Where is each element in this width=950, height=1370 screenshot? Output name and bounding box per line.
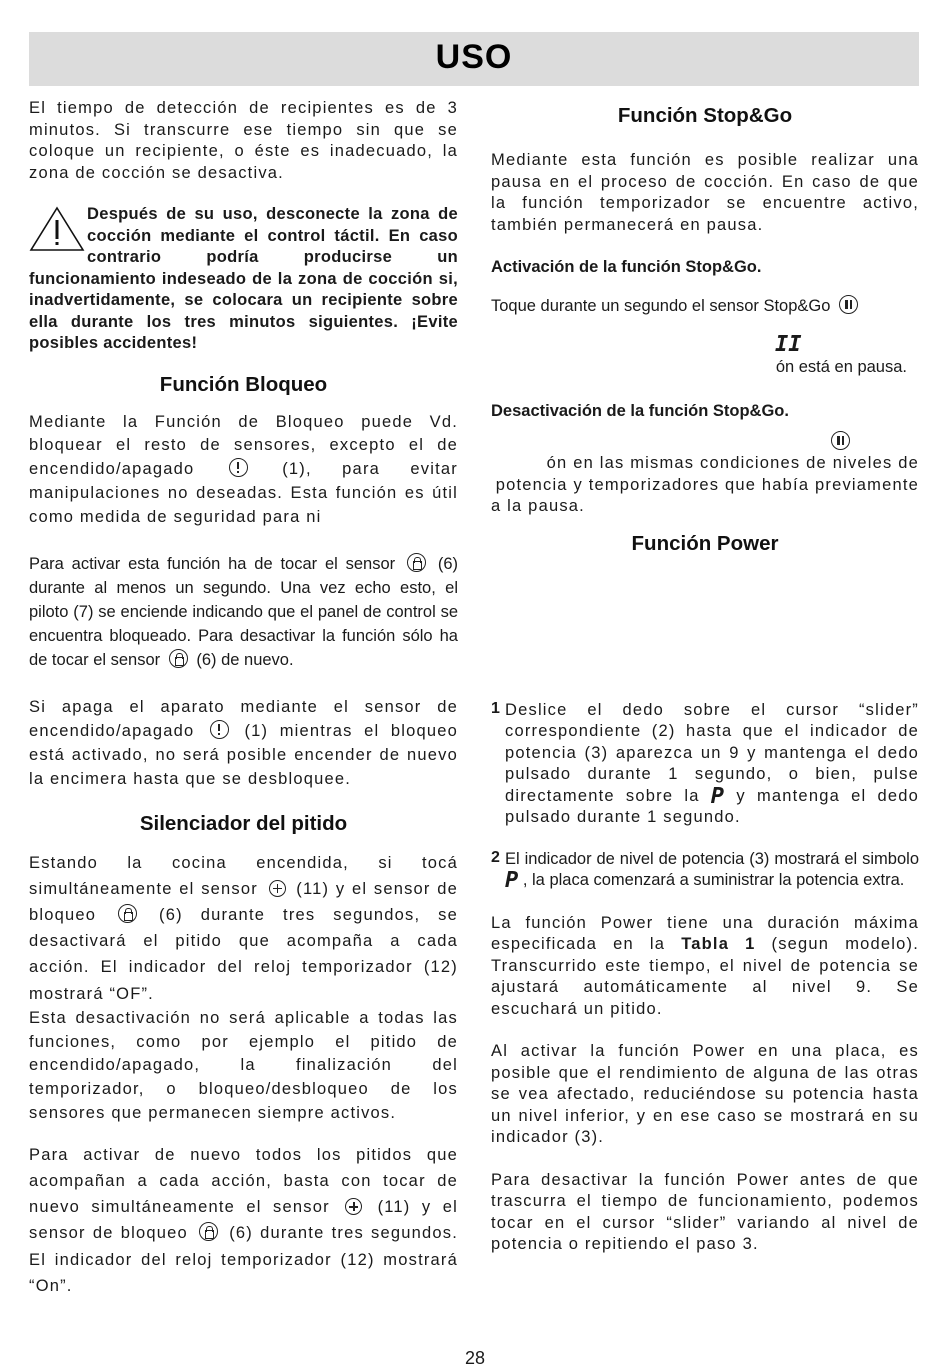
power-p1a: La función Power tiene una duración máxima especificada en la xyxy=(491,913,919,953)
stopgo-act-text: Toque durante un segundo el sensor Stop&Go xyxy=(491,297,831,315)
stopgo-act-text-2: ón está en pausa. xyxy=(775,357,907,376)
blank-area xyxy=(491,556,919,700)
silenciador-paragraph-1 xyxy=(29,850,458,1007)
silenciador-p3b: (11) y el sensor de bloqueo xyxy=(29,1198,458,1243)
bloqueo-paragraph-1 xyxy=(29,411,458,530)
step-number: 2 xyxy=(491,848,500,866)
page-title: USO xyxy=(435,38,513,76)
stopgo-activation-text xyxy=(491,295,919,318)
bloqueo-p3b: (1) mientras el bloqueo está activado, no será posible encender de nuevo la encimera hasta que se desbloquee. xyxy=(29,722,458,788)
step1a: Deslice el dedo sobre el cursor “slider” correspondiente (2) hasta que el indicador de potencia (3) aparezca un 9 y mantenga el dedo pulsado durante 1 segundo, o bien, pulse directamente sobre la xyxy=(505,700,919,805)
lock-icon xyxy=(199,1222,218,1241)
stopgo-deactivation-title: Desactivación de la función Stop&Go. xyxy=(491,402,789,420)
heading-power: Función Power xyxy=(631,531,779,555)
power-p1b: (segun modelo). Transcurrido este tiempo, el nivel de potencia se ajustará automáticamente al nivel 9. Se escuchará un pitido. xyxy=(491,935,919,1018)
pause-icon xyxy=(839,295,858,314)
power-step-2-text xyxy=(504,849,919,892)
heading-bloqueo: Función Bloqueo xyxy=(159,372,328,396)
stopgo-activation-title: Activación de la función Stop&Go. xyxy=(491,258,762,276)
step2b: , la placa comenzará a suministrar la potencia extra. xyxy=(522,871,905,889)
silenciador-p1a: Estando la cocina encendida, si tocá simultáneamente el sensor xyxy=(29,853,458,898)
section-header xyxy=(29,32,919,86)
right-column xyxy=(491,98,919,1256)
power-icon xyxy=(229,458,248,477)
power-paragraph-3: Para desactivar la función Power antes de que trascurra el tiempo de funcionamiento, podemos tocar en el cursor “slider” variando al nivel de potencia o repitiendo el paso 3. xyxy=(491,1170,919,1253)
table-reference: Tabla 1 xyxy=(681,935,756,953)
stopgo-deact-text: ón en las mismas condiciones de niveles de potencia y temporizadores que había previamente a la pausa. xyxy=(491,454,919,515)
power-step-1-text xyxy=(504,700,919,829)
pause-display xyxy=(491,332,919,357)
silenciador-p3a: Para activar de nuevo todos los pitidos que acompañan a cada acción, basta con tocar de nuevo simultáneamente el sensor xyxy=(29,1145,458,1217)
warning-text: Después de su uso, desconecte la zona de cocción mediante el control táctil. En caso contrario podría producirse un funcionamiento indeseado de la zona de cocción si, inadvertidamente, se colocara un recipiente sobre ella durante los tres minutos siguientes. ¡Evite posibles accidentes! xyxy=(29,205,458,352)
lock-icon xyxy=(118,904,137,923)
bloqueo-p1a: Mediante la Función de Bloqueo puede Vd. bloquear el resto de sensores, excepto el de encendido/apagado xyxy=(29,412,458,479)
page-number: 28 xyxy=(464,1348,486,1368)
step1b: y mantenga el dedo pulsado durante 1 segundo. xyxy=(505,786,919,826)
heading-silenciador: Silenciador del pitido xyxy=(139,811,348,835)
silenciador-paragraph-3 xyxy=(29,1142,458,1299)
pause-icon xyxy=(831,431,850,450)
step2a: El indicador de nivel de potencia (3) mostrará el simbolo xyxy=(505,849,919,868)
power-step-2 xyxy=(491,849,919,892)
silenciador-p1b: (11) y el sensor de bloqueo xyxy=(29,879,458,925)
stopgo-deactivation-text xyxy=(491,453,919,518)
silenciador-paragraph-2: Esta desactivación no será aplicable a todas las funciones, como por ejemplo el pitido de encendido/apagado, la finalización del temporizador, o bloqueo/desbloqueo de los sensores que permanecen siempre activos. xyxy=(29,1008,458,1123)
bloqueo-p1b: (1), para evitar manipulaciones no deseadas. Esta función es útil como medida de seguridad para ni xyxy=(29,460,458,526)
lock-icon xyxy=(169,649,188,668)
plus-icon xyxy=(345,1198,362,1215)
warning-block xyxy=(29,204,458,355)
silenciador-p1c: (6) durante tres segundos, se desactivará el pitido que acompaña a cada acción. El indicador del reloj temporizador (12) mostrará “OF”. xyxy=(29,906,458,1003)
warning-triangle-icon xyxy=(29,206,85,252)
power-paragraph-1 xyxy=(491,913,919,1021)
step-number: 1 xyxy=(491,699,502,717)
bloqueo-p3a: Si apaga el aparato mediante el sensor de encendido/apagado xyxy=(29,698,458,741)
power-p-symbol: P xyxy=(505,868,519,893)
power-step-1 xyxy=(491,700,919,829)
bloqueo-paragraph-3 xyxy=(29,696,458,791)
left-column xyxy=(29,98,458,1299)
heading-stopgo: Función Stop&Go xyxy=(617,104,793,127)
silenciador-p3c: (6) durante tres segundos. El indicador del reloj temporizador (12) mostrará “On”. xyxy=(29,1224,459,1295)
bloqueo-p2a: Para activar esta función ha de tocar el sensor xyxy=(29,555,396,574)
power-p-symbol: P xyxy=(710,783,726,809)
power-icon xyxy=(210,720,229,739)
bloqueo-p2b: (6) durante al menos un segundo. Una vez echo esto, el piloto (7) se enciende indicando que el panel de control se encuentra bloqueado. Para desactivar la función sólo ha de tocar el sensor xyxy=(29,555,458,669)
intro-paragraph: El tiempo de detección de recipientes es de 3 minutos. Si transcurre ese tiempo sin que se coloque un recipiente, o éste es inadecuado, la zona de cocción se desactiva. xyxy=(29,99,458,182)
pause-display-symbol: II xyxy=(775,331,802,357)
power-paragraph-2: Al activar la función Power en una placa, es posible que el rendimiento de alguna de las otras se vea afectado, reduciéndose su potencia hasta un nivel inferior, y en ese caso se mostrará en su indicador (3). xyxy=(491,1042,919,1146)
plus-icon xyxy=(269,880,286,897)
bloqueo-paragraph-2 xyxy=(29,553,458,672)
stopgo-paragraph-1: Mediante esta función es posible realizar una pausa en el proceso de cocción. En caso de que la función temporizador se encuentre activo, también permanecerá en pausa. xyxy=(491,151,919,234)
deact-icon-row xyxy=(491,431,919,453)
lock-icon xyxy=(407,553,426,572)
bloqueo-p2c: (6) de nuevo. xyxy=(196,650,294,669)
